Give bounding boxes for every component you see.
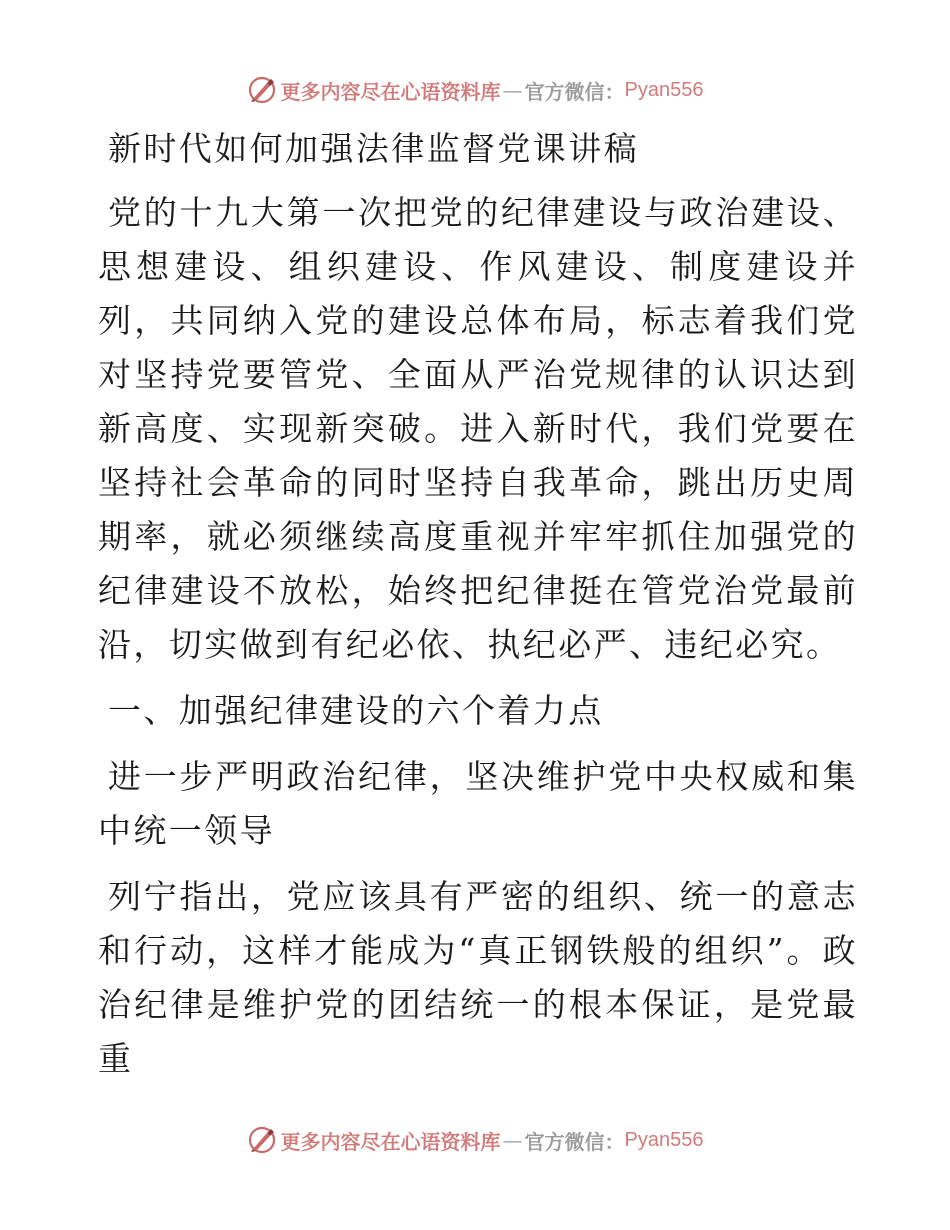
- watermark-wechat-id: Pyan556: [624, 1128, 704, 1151]
- document-title: 新时代如何加强法律监督党课讲稿: [108, 129, 639, 168]
- header-watermark: [0, 70, 950, 110]
- document-body: [98, 122, 858, 1086]
- watermark-wechat-label: 官方微信：: [524, 1129, 625, 1154]
- pen-logo-icon: [247, 1125, 277, 1155]
- watermark-site-text: 更多内容尽在心语资料库: [280, 79, 501, 104]
- footer-watermark: [0, 1120, 950, 1160]
- pen-logo-icon: [247, 75, 277, 105]
- watermark-wechat-id: Pyan556: [624, 78, 704, 101]
- intro-paragraph: 党的十九大第一次把党的纪律建设与政治建设、思想建设、组织建设、作风建设、制度建设并列，共同纳入党的建设总体布局，标志着我们党对坚持党要管党、全面从严治党规律的认识达到新高度、实现新突破。进入新时代，我们党要在坚持社会革命的同时坚持自我革命，跳出历史周期率，就必须继续高度重视并牢牢抓住加强党的纪律建设不放松，始终把纪律挺在管党治党最前沿，切实做到有纪必依、执纪必严、违纪必究。: [98, 193, 858, 664]
- body-paragraph: 列宁指出，党应该具有严密的组织、统一的意志和行动，这样才能成为“真正钢铁般的组织”。政治纪律是维护党的团结统一的根本保证，是党最重: [98, 877, 858, 1078]
- watermark-wechat-label: 官方微信：: [524, 79, 625, 104]
- watermark-separator: —: [502, 78, 523, 102]
- section-heading: 一、加强纪律建设的六个着力点: [108, 691, 604, 730]
- sub-heading: 进一步严明政治纪律，坚决维护党中央权威和集中统一领导: [98, 757, 858, 850]
- watermark-site-text: 更多内容尽在心语资料库: [280, 1129, 501, 1154]
- watermark-separator: —: [502, 1128, 523, 1152]
